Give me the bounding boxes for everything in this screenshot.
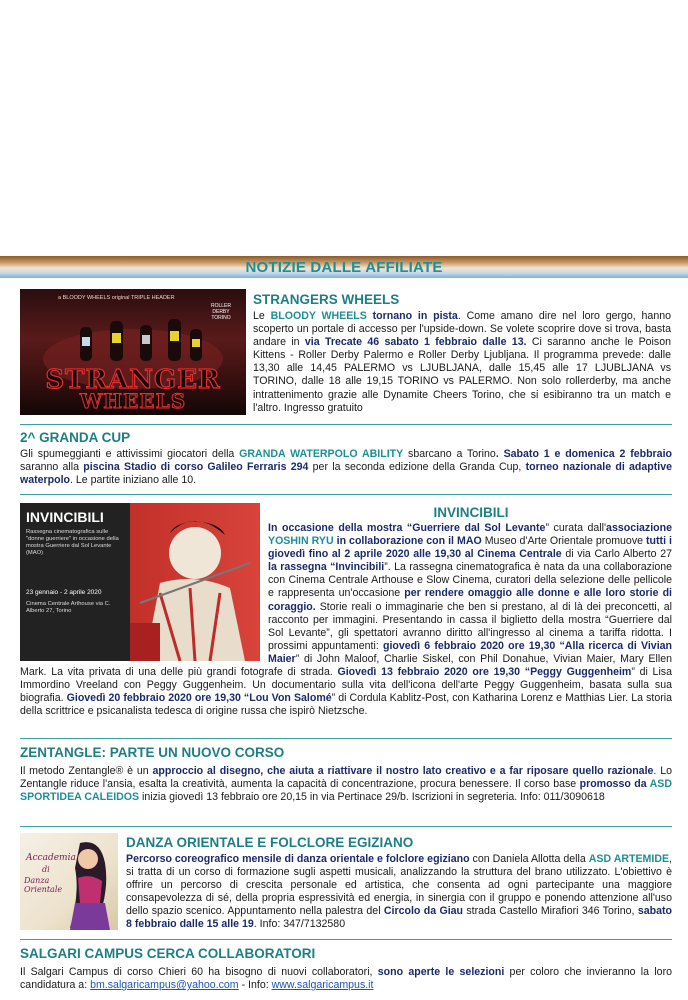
text-run-bold: tornano in pista [372,310,458,322]
zentangle-text [20,765,672,804]
poster-subtitle: Rassegna cinematografica sulle "donne guerriere" in occasione della mostra Guerriere dal Sol Levante (MAO) [26,529,119,556]
poster-line-3: Danza Orientale [24,876,63,894]
danza-poster [20,833,118,930]
text-run-bold: approccio al disegno, che aiuta a riattivare il nostro lato creativo e a far riposare quello razionale [152,765,654,777]
text-run: . Lo Zentangle riduce l'ansia, esalta la creatività, aumenta la capacità di concentrazione, procura benessere. Il corso base [20,765,672,791]
org-name: ASD SPORTIDEA CALEIDOS [20,778,672,804]
poster-badge [206,303,236,321]
text-run-bold: giovedì 6 febbraio 2020 ore 19,30 “Alla ricerca di Vivian Maier [268,639,673,665]
text-run: saranno alla [20,461,84,474]
org-name: ASD ARTEMIDE [588,853,670,865]
text-run-bold: in collaborazione con il MAO [333,535,482,548]
text-run: Ci saranno anche le Poison Kittens - Roller Derby Palermo e Roller Derby Ljubljana. Il programma prevede: dalle 13,30 alle 14,45 PALERMO vs LJUBLJANA, dalle 15,45 alle 17 LJUBLJANA vs TORINO, dalle 18 alle 19,15 TORINO vs PALERMO. Non solo rollerderby, ma anche intrattenimento grazie alle Dynamite Cheers Torino, che si esibiranno tra un match e l'altro. Ingresso gratuito [253,336,671,414]
invincibili-text [20,522,672,718]
stranger-wheels-text [253,310,671,415]
email-link[interactable]: bm.salgaricampus@yahoo.com [90,979,239,992]
text-run: strada Castello Mirafiori 346 Torino, [463,905,638,918]
text-run: ” di John Maloof, Charlie Siskel, con Phil Donahue, Vivian Maier, Mary Ellen Mark. La vita privata di una delle più grandi fotografe di strada. [20,652,672,679]
text-run: . Info: 347/7132580 [253,918,346,931]
text-run-bold: tutti i giovedì fino al 2 aprile 2020 alle 19,30 al Cinema Centrale [268,535,672,561]
text-run: sbarcano a Torino [403,448,496,460]
text-run: con Daniela Allotta della [469,853,589,865]
salgari-text [20,966,672,992]
text-run: ” curata dall' [545,522,607,534]
text-run-bold: Giovedì 20 febbraio 2020 ore 19,30 “Lou Von Salomé [66,692,332,705]
text-run: - Info: [238,979,272,992]
divider [20,826,672,827]
text-run-bold: promosso da [579,778,650,791]
text-run-bold: via Trecate 46 sabato 1 febbraio dalle 13. [304,336,527,349]
text-run: Storie reali o immaginarie che ben si prestano, al di là dei preconcetti, al racconto per immagini. Presentando in cassa il biglietto della mostra “Guerriere dal Sol Levante”, gli spettatori avranno diritto all'ingresso al cinema a tariffa ridotta. I prossimi appuntamenti: [268,600,672,652]
text-run: , si tratta di un corso di formazione sugli aspetti musicali, analizzando la struttura del brano utilizzato. L'obiettivo è offrire un percorso di crescita personale ed artistica, che consenta ad ogni partecipante una maggiore consapevolezza di sé, della propria espressività ed energia, in sinergia con il gruppo e ponendo attenzione all'uso dello spazio scenico. Appuntamento nella palestra del [126,853,672,918]
text-run: Il Salgari Campus di corso Chieri 60 ha bisogno di nuovi collaboratori, [20,966,378,978]
text-run: per la seconda edizione della Granda Cup, [308,461,526,474]
divider [20,494,672,495]
salgari-title: SALGARI CAMPUS CERCA COLLABORATORI [20,946,316,961]
zentangle-title: ZENTANGLE: PARTE UN NUOVO CORSO [20,745,285,760]
poster-badge-line-1: ROLLER DERBY [210,303,231,315]
text-run: ” di Lisa Immordino Vreeland con Peggy Guggenheim. Un documentario sulla vita dell'icona dell'arte Peggy Guggenheim, basata sulla sua biografia. [20,666,672,705]
text-run-bold: Percorso coreografico mensile di danza orientale e folclore egiziano [126,853,470,865]
text-run: Il metodo Zentangle® è un [20,765,153,777]
text-run-bold: piscina Stadio di corso Galileo Ferraris 294 [83,461,309,474]
poster-title-line-1: STRANGER [45,365,221,395]
text-run-bold: . Sabato 1 e domenica 2 febbraio [495,448,672,460]
divider [20,424,672,425]
text-run: per coloro che invieranno la loro candidatura a: [20,966,672,992]
text-run-bold: torneo nazionale di adaptive waterpolo [20,461,672,487]
text-run: Le [253,310,271,322]
text-run: ”. La rassegna cinematografica è nata da una collaborazione con Cinema Centrale Arthouse e Slow Cinema, curatori della selezione delle pellicole e rappresenta un'occasione [268,561,672,600]
stranger-wheels-title: STRANGERS WHEELS [253,292,400,307]
float-spacer [20,522,268,665]
danza-text [126,853,672,932]
text-run: Gli spumeggianti e attivissimi giocatori della [20,448,240,460]
poster-place: Cinema Centrale Arthouse via C. Alberto 27, Torino [26,601,111,614]
poster-title: INVINCIBILI [26,509,104,525]
poster-top-line: a BLOODY WHEELS original TRIPLE HEADER [58,295,175,301]
text-run-bold: sabato 8 febbraio dalle 15 alle 19 [126,905,672,931]
section-title: NOTIZIE DALLE AFFILIATE [245,259,443,276]
text-run: ” di Cordula Kablitz-Post, con Katharina Lorenz e Matthias Lier. La storia della scrittrice e psicanalista tedesca di origine russa che ispirò Nietzsche. [20,692,673,718]
text-run: di via Carlo Alberto 27 [561,548,672,561]
text-run-bold: Giovedì 13 febbraio 2020 ore 19,30 “Peggy Guggenheim [337,666,632,679]
org-name: GRANDA WATERPOLO ABILITY [239,448,404,460]
invincibili-title: INVINCIBILI [433,505,509,520]
text-run-bold: Circolo da Giau [383,905,464,918]
org-name: YOSHIN RYU [268,535,334,548]
org-name: BLOODY WHEELS [270,310,367,322]
granda-cup-title: 2^ GRANDA CUP [20,430,131,445]
danza-title: DANZA ORIENTALE E FOLCLORE EGIZIANO [126,835,414,850]
text-run: . Le partite iniziano alle 10. [70,474,197,487]
text-run: Museo d'Arte Orientale promuove [481,535,647,548]
poster-line-1: Accademia [26,853,76,863]
text-run-bold: In occasione della mostra “Guerriere dal Sol Levante [268,522,546,534]
divider [20,738,672,739]
text-run: inizia giovedì 13 febbraio ore 20,15 in via Pertinace 29/b. Iscrizioni in segreteria. Info: 011/3090618 [139,791,605,804]
text-run-bold: associazione [606,522,672,534]
text-run-bold: la rassegna “Invincibili [268,561,385,574]
stranger-wheels-poster [20,289,246,415]
text-run: . Come amano dire nel loro gergo, hanno scoperto un portale di accesso per l'upside-down. Se volete scoprire dove si trova, basta andare in [253,310,671,349]
granda-cup-text [20,448,672,487]
poster-title-line-2: WHEELS [79,389,187,413]
poster-line-2: di [42,865,50,874]
text-run-bold: per rendere omaggio alle donne e alle loro storie di coraggio. [268,587,672,613]
website-link[interactable]: www.salgaricampus.it [271,979,374,992]
divider [20,939,672,940]
poster-dates: 23 gennaio - 2 aprile 2020 [26,589,102,596]
poster-badge-line-2: TORINO [211,315,231,321]
text-run-bold: sono aperte le selezioni [377,966,505,978]
